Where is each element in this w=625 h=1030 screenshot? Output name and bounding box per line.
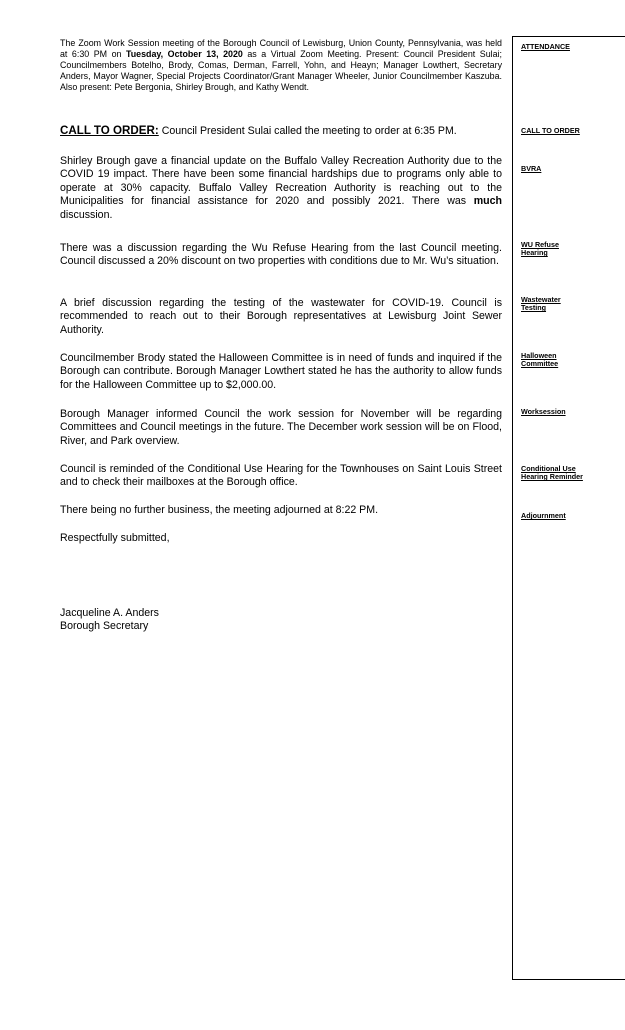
call-to-order-text: Council President Sulai called the meeting to order at 6:35 PM.	[158, 125, 457, 137]
signature-title: Borough Secretary	[60, 620, 149, 632]
sidebar-worksession: Worksession	[521, 407, 566, 416]
margin-heading-column	[512, 36, 625, 980]
call-to-order-paragraph	[60, 124, 502, 138]
sidebar-adjournment: Adjournment	[521, 511, 566, 520]
sidebar-wastewater: Wastewater Testing	[521, 295, 561, 313]
call-to-order-heading: CALL TO ORDER:	[60, 124, 159, 137]
meeting-date: Tuesday, October 13, 2020	[125, 49, 243, 60]
sidebar-bvra: BVRA	[521, 164, 542, 173]
closing-line: Respectfully submitted,	[60, 532, 170, 544]
bvra-text-1: Shirley Brough gave a financial update on the Buffalo Valley Recreation Authority due to the COVID 19 impact. There have been some financial hardships due to programs only able to operate at 30% capacity. Buffalo Valley Recreation Authority is reaching out to the Municipalities for financial assistance for 2020 and possibly 2021. There was	[60, 155, 502, 208]
conditional-use-paragraph: Council is reminded of the Conditional Use Hearing for the Townhouses on Saint Louis Street and to check their mailboxes at the Borough office.	[60, 463, 502, 489]
signature-name: Jacqueline A. Anders	[60, 607, 159, 619]
wu-refuse-paragraph: There was a discussion regarding the Wu Refuse Hearing from the last Council meeting. Council discussed a 20% discount on two properties with conditions due to Mr. Wu’s situation.	[60, 242, 502, 268]
sidebar-wu-refuse: WU Refuse Hearing	[521, 240, 559, 258]
sidebar-halloween: Halloween Committee	[521, 351, 559, 369]
intro-text-1: The Zoom Work Session meeting of the Borough Council of Lewisburg, Union County, Pennsylvania, was held at 6:30 PM on	[60, 38, 502, 60]
intro-paragraph	[60, 38, 502, 93]
adjournment-paragraph: There being no further business, the meeting adjourned at 8:22 PM.	[60, 504, 379, 516]
bvra-paragraph	[60, 155, 502, 222]
worksession-paragraph: Borough Manager informed Council the work session for November will be regarding Committees and Council meetings in the future. The December work session will be on Flood, River, and Park overview.	[60, 408, 502, 447]
sidebar-attendance: ATTENDANCE	[521, 42, 570, 51]
wastewater-paragraph: A brief discussion regarding the testing of the wastewater for COVID-19. Council is recommended to reach out to their Borough representatives at Lewisburg Joint Sewer Authority.	[60, 297, 502, 336]
sidebar-conditional-use: Conditional Use Hearing Reminder	[521, 464, 583, 482]
bvra-emphasis: much	[473, 195, 502, 208]
intro-text-2: as a Virtual Zoom Meeting. Present: Council President Sulai; Councilmembers Botelho, Brody, Comas, Derman, Farrell, Yohn, and Heayn; Manager Lowthert, Secretary Anders, Mayor Wagner, Special Projects Coordinator/Grant Manager Wheeler, Junior Councilmember Kaszuba. Also present: Pete Bergonia, Shirley Brough, and Kathy Wendt.	[60, 49, 502, 93]
sidebar-call-to-order: CALL TO ORDER	[521, 126, 580, 135]
halloween-paragraph: Councilmember Brody stated the Halloween Committee is in need of funds and inquired if the Borough can contribute. Borough Manager Lowthert stated he has the authority to allow funds for the Halloween Committee up to $2,000.00.	[60, 352, 502, 391]
bvra-text-2: discussion.	[60, 208, 113, 221]
